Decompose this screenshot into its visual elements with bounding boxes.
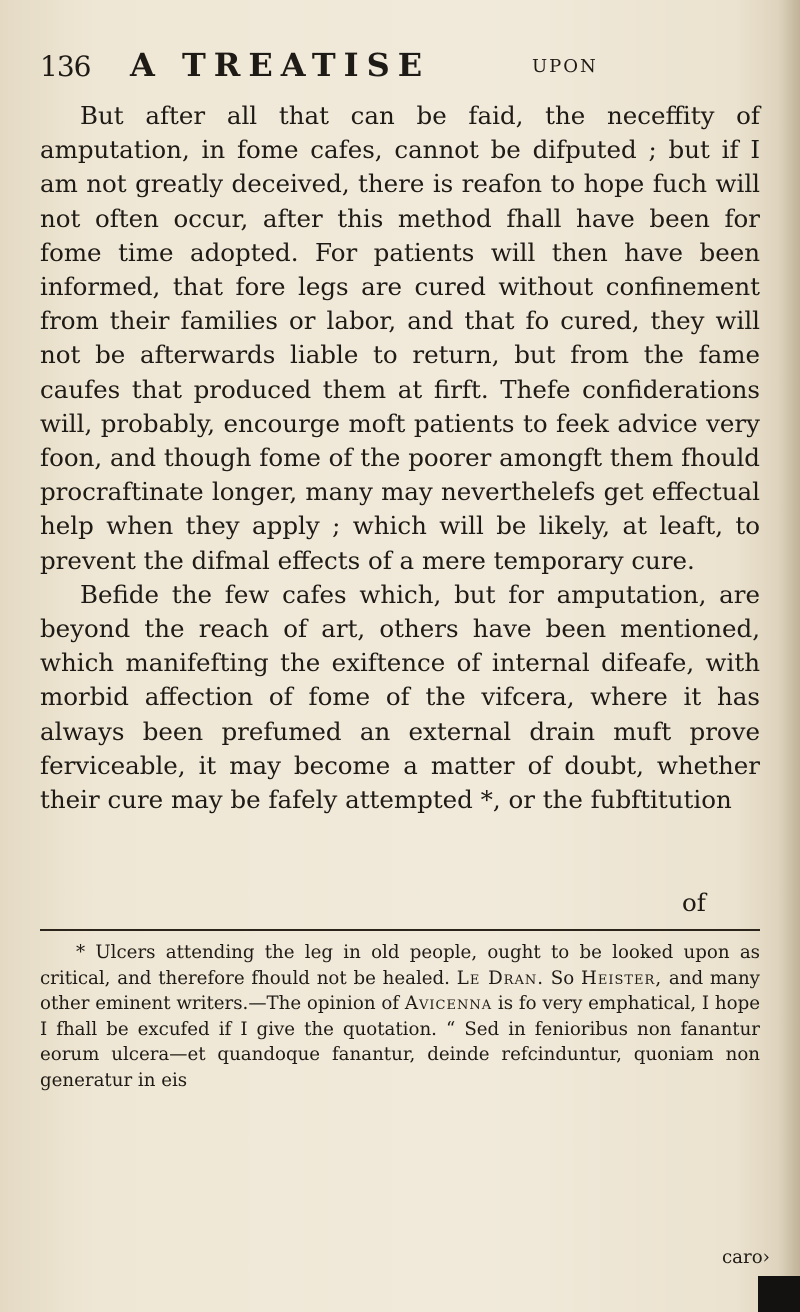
footnote-text: is fo very emphatical, I hope I fhall be excufed if I give the quotation. “ Sed in fenioribus non fanantur eorum ulcera—et quandoque fanantur, deinde refcinduntur, quoniam non generatur in eis	[40, 993, 760, 1091]
footnote	[40, 940, 760, 1094]
author-name: Avicenna	[404, 993, 493, 1015]
main-text	[40, 99, 760, 817]
paragraph: Befide the few cafes which, but for amputation, are beyond the reach of art, others have been mentioned, which manifefting the exiftence of internal difeafe, with morbid affection of fome of the vifcera, where it has always been prefumed an external drain muft prove ferviceable, it may become a matter of doubt, whether their cure may be fafely attempted *, or the fubftitution	[40, 579, 760, 815]
page-number: 136	[40, 50, 91, 83]
author-name: Le Dran.	[456, 967, 545, 989]
footnote-text: * Ulcers attending the leg in old people, ought to be looked upon as critical, and therefore fhould not be healed.	[40, 942, 760, 989]
footnote-rule	[40, 929, 760, 931]
running-title: A TREATISE	[130, 46, 431, 84]
catchword: of	[682, 888, 706, 917]
footnote-catchword: caro›	[722, 1247, 770, 1268]
running-title-suffix: UPON	[532, 56, 598, 77]
page-edge-shadow	[778, 0, 800, 1312]
footnote-text: So	[550, 967, 575, 989]
scan-corner-mark	[758, 1276, 800, 1312]
footnote-paragraph	[40, 940, 760, 1094]
running-header	[40, 44, 760, 90]
footnote-text: and many other eminent writers.—The opinion of	[40, 967, 760, 1015]
author-name: Heister,	[581, 967, 663, 989]
paragraph: But after all that can be faid, the neceffity of amputation, in fome cafes, cannot be difputed ; but if I am not greatly deceived, there is reafon to hope fuch will not often occur, after this method fhall have been for fome time adopted. For patients will then have been informed, that fore legs are cured without confinement from their families or labor, and that fo cured, they will not be afterwards liable to return, but from the fame caufes that produced them at firft. Thefe confiderations will, probably, encourge moft patients to feek advice very foon, and though fome of the poorer amongft them fhould procraftinate longer, many may neverthelefs get effectual help when they apply ; which will be likely, at leaft, to prevent the difmal effects of a mere temporary cure.	[40, 101, 760, 575]
